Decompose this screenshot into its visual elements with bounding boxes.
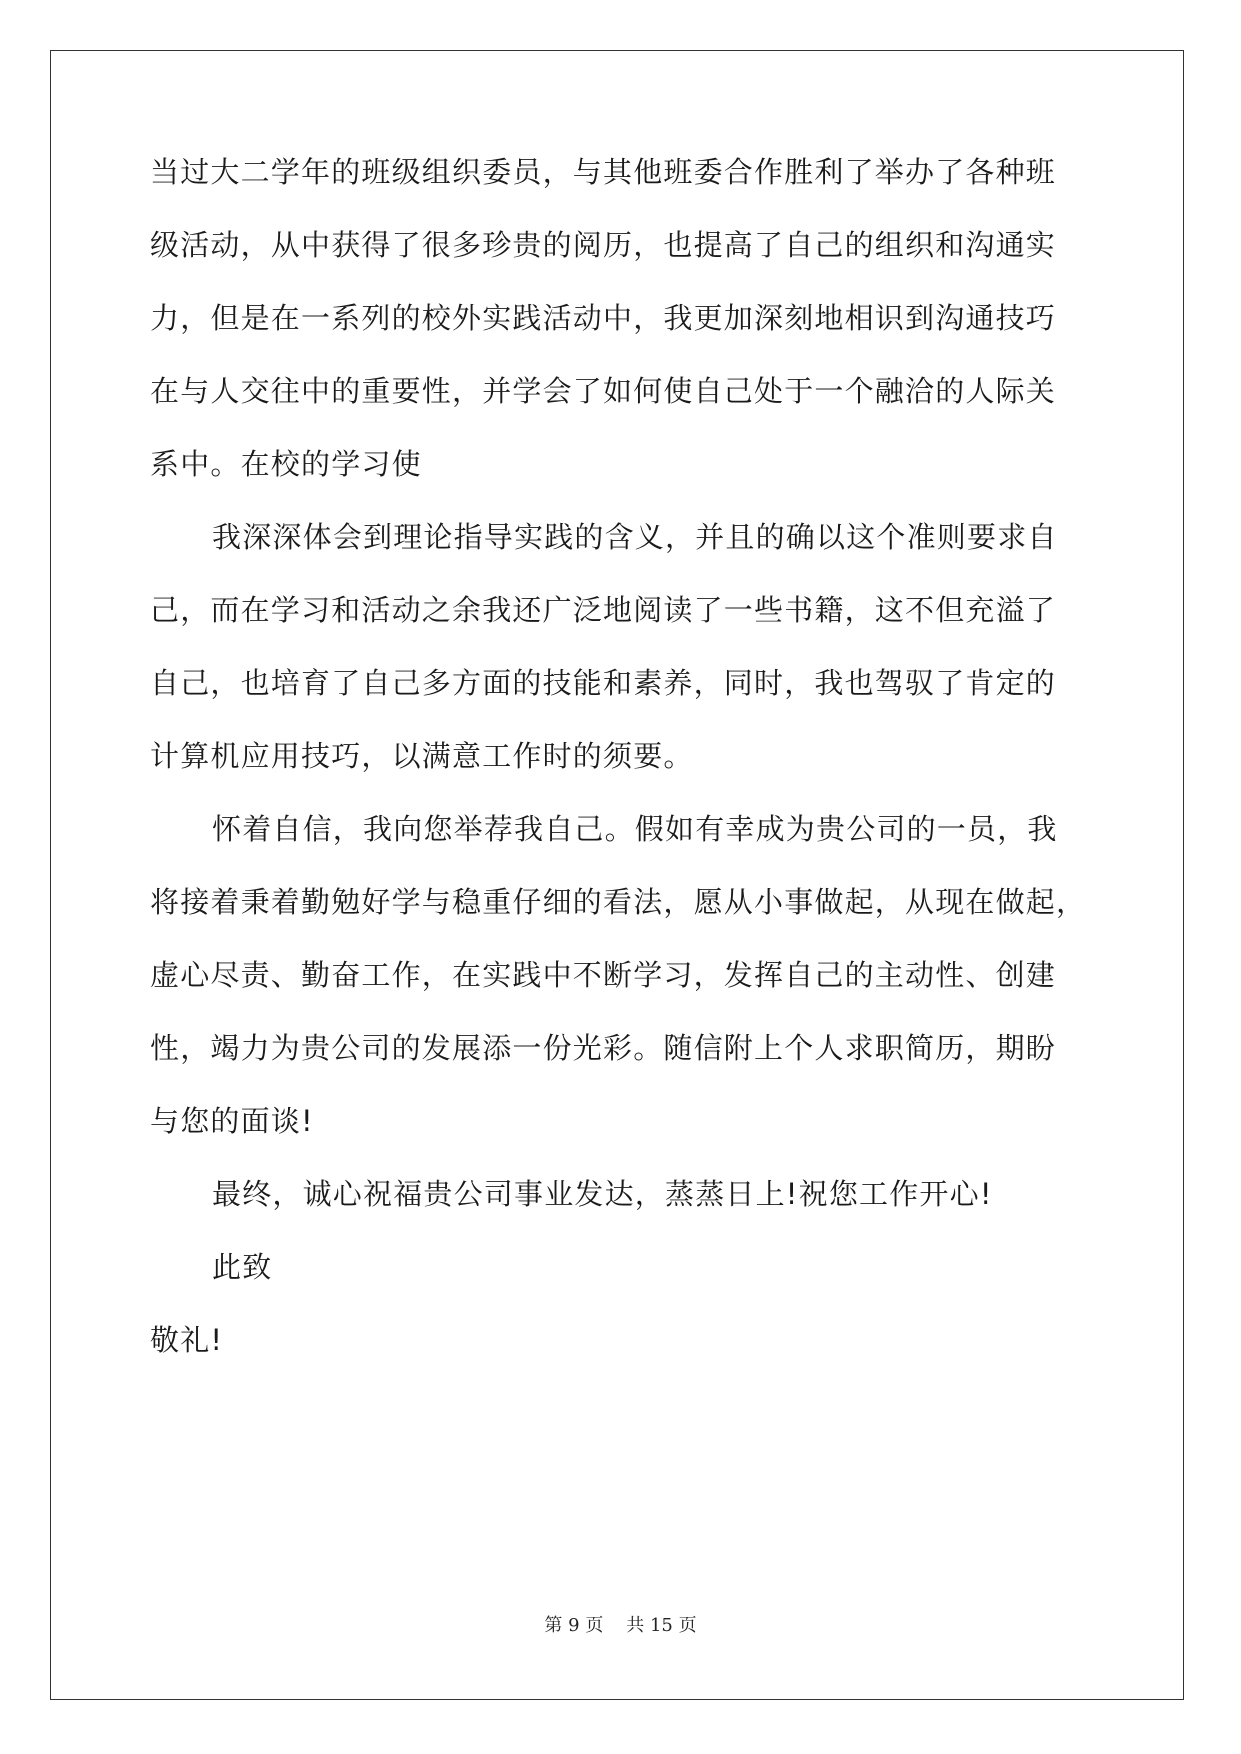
page-total: 共 15 页 bbox=[626, 1615, 697, 1636]
page-footer bbox=[0, 1611, 1241, 1637]
paragraph-3-line-3: 虚心尽责、勤奋工作，在实践中不断学习，发挥自己的主动性、创建 bbox=[150, 958, 1057, 992]
closing-wishes: 最终，诚心祝福贵公司事业发达，蒸蒸日上!祝您工作开心! bbox=[212, 1177, 993, 1211]
closing-salutation: 此致 bbox=[212, 1250, 273, 1284]
paragraph-1-line-5: 系中。在校的学习使 bbox=[150, 447, 422, 481]
paragraph-3-line-2: 将接着秉着勤勉好学与稳重仔细的看法，愿从小事做起，从现在做起， bbox=[150, 885, 1087, 919]
paragraph-1-line-3: 力，但是在一系列的校外实践活动中，我更加深刻地相识到沟通技巧 bbox=[150, 301, 1057, 335]
paragraph-3-line-5: 与您的面谈! bbox=[150, 1104, 314, 1138]
paragraph-3-line-1: 怀着自信，我向您举荐我自己。假如有幸成为贵公司的一员，我 bbox=[212, 812, 1058, 846]
paragraph-1-line-2: 级活动，从中获得了很多珍贵的阅历，也提高了自己的组织和沟通实 bbox=[150, 228, 1057, 262]
paragraph-2-line-2: 己，而在学习和活动之余我还广泛地阅读了一些书籍，这不但充溢了 bbox=[150, 593, 1057, 627]
paragraph-2-line-4: 计算机应用技巧，以满意工作时的须要。 bbox=[150, 739, 694, 773]
paragraph-1-line-4: 在与人交往中的重要性，并学会了如何使自己处于一个融洽的人际关 bbox=[150, 374, 1057, 408]
paragraph-1-line-1: 当过大二学年的班级组织委员，与其他班委合作胜利了举办了各种班 bbox=[150, 155, 1057, 189]
paragraph-3-line-4: 性，竭力为贵公司的发展添一份光彩。随信附上个人求职简历，期盼 bbox=[150, 1031, 1057, 1065]
paragraph-2-line-3: 自己，也培育了自己多方面的技能和素养，同时，我也驾驭了肯定的 bbox=[150, 666, 1057, 700]
closing-regards: 敬礼! bbox=[150, 1323, 224, 1357]
page-number: 第 9 页 bbox=[544, 1615, 604, 1636]
paragraph-2-line-1: 我深深体会到理论指导实践的含义，并且的确以这个准则要求自 bbox=[212, 520, 1058, 554]
